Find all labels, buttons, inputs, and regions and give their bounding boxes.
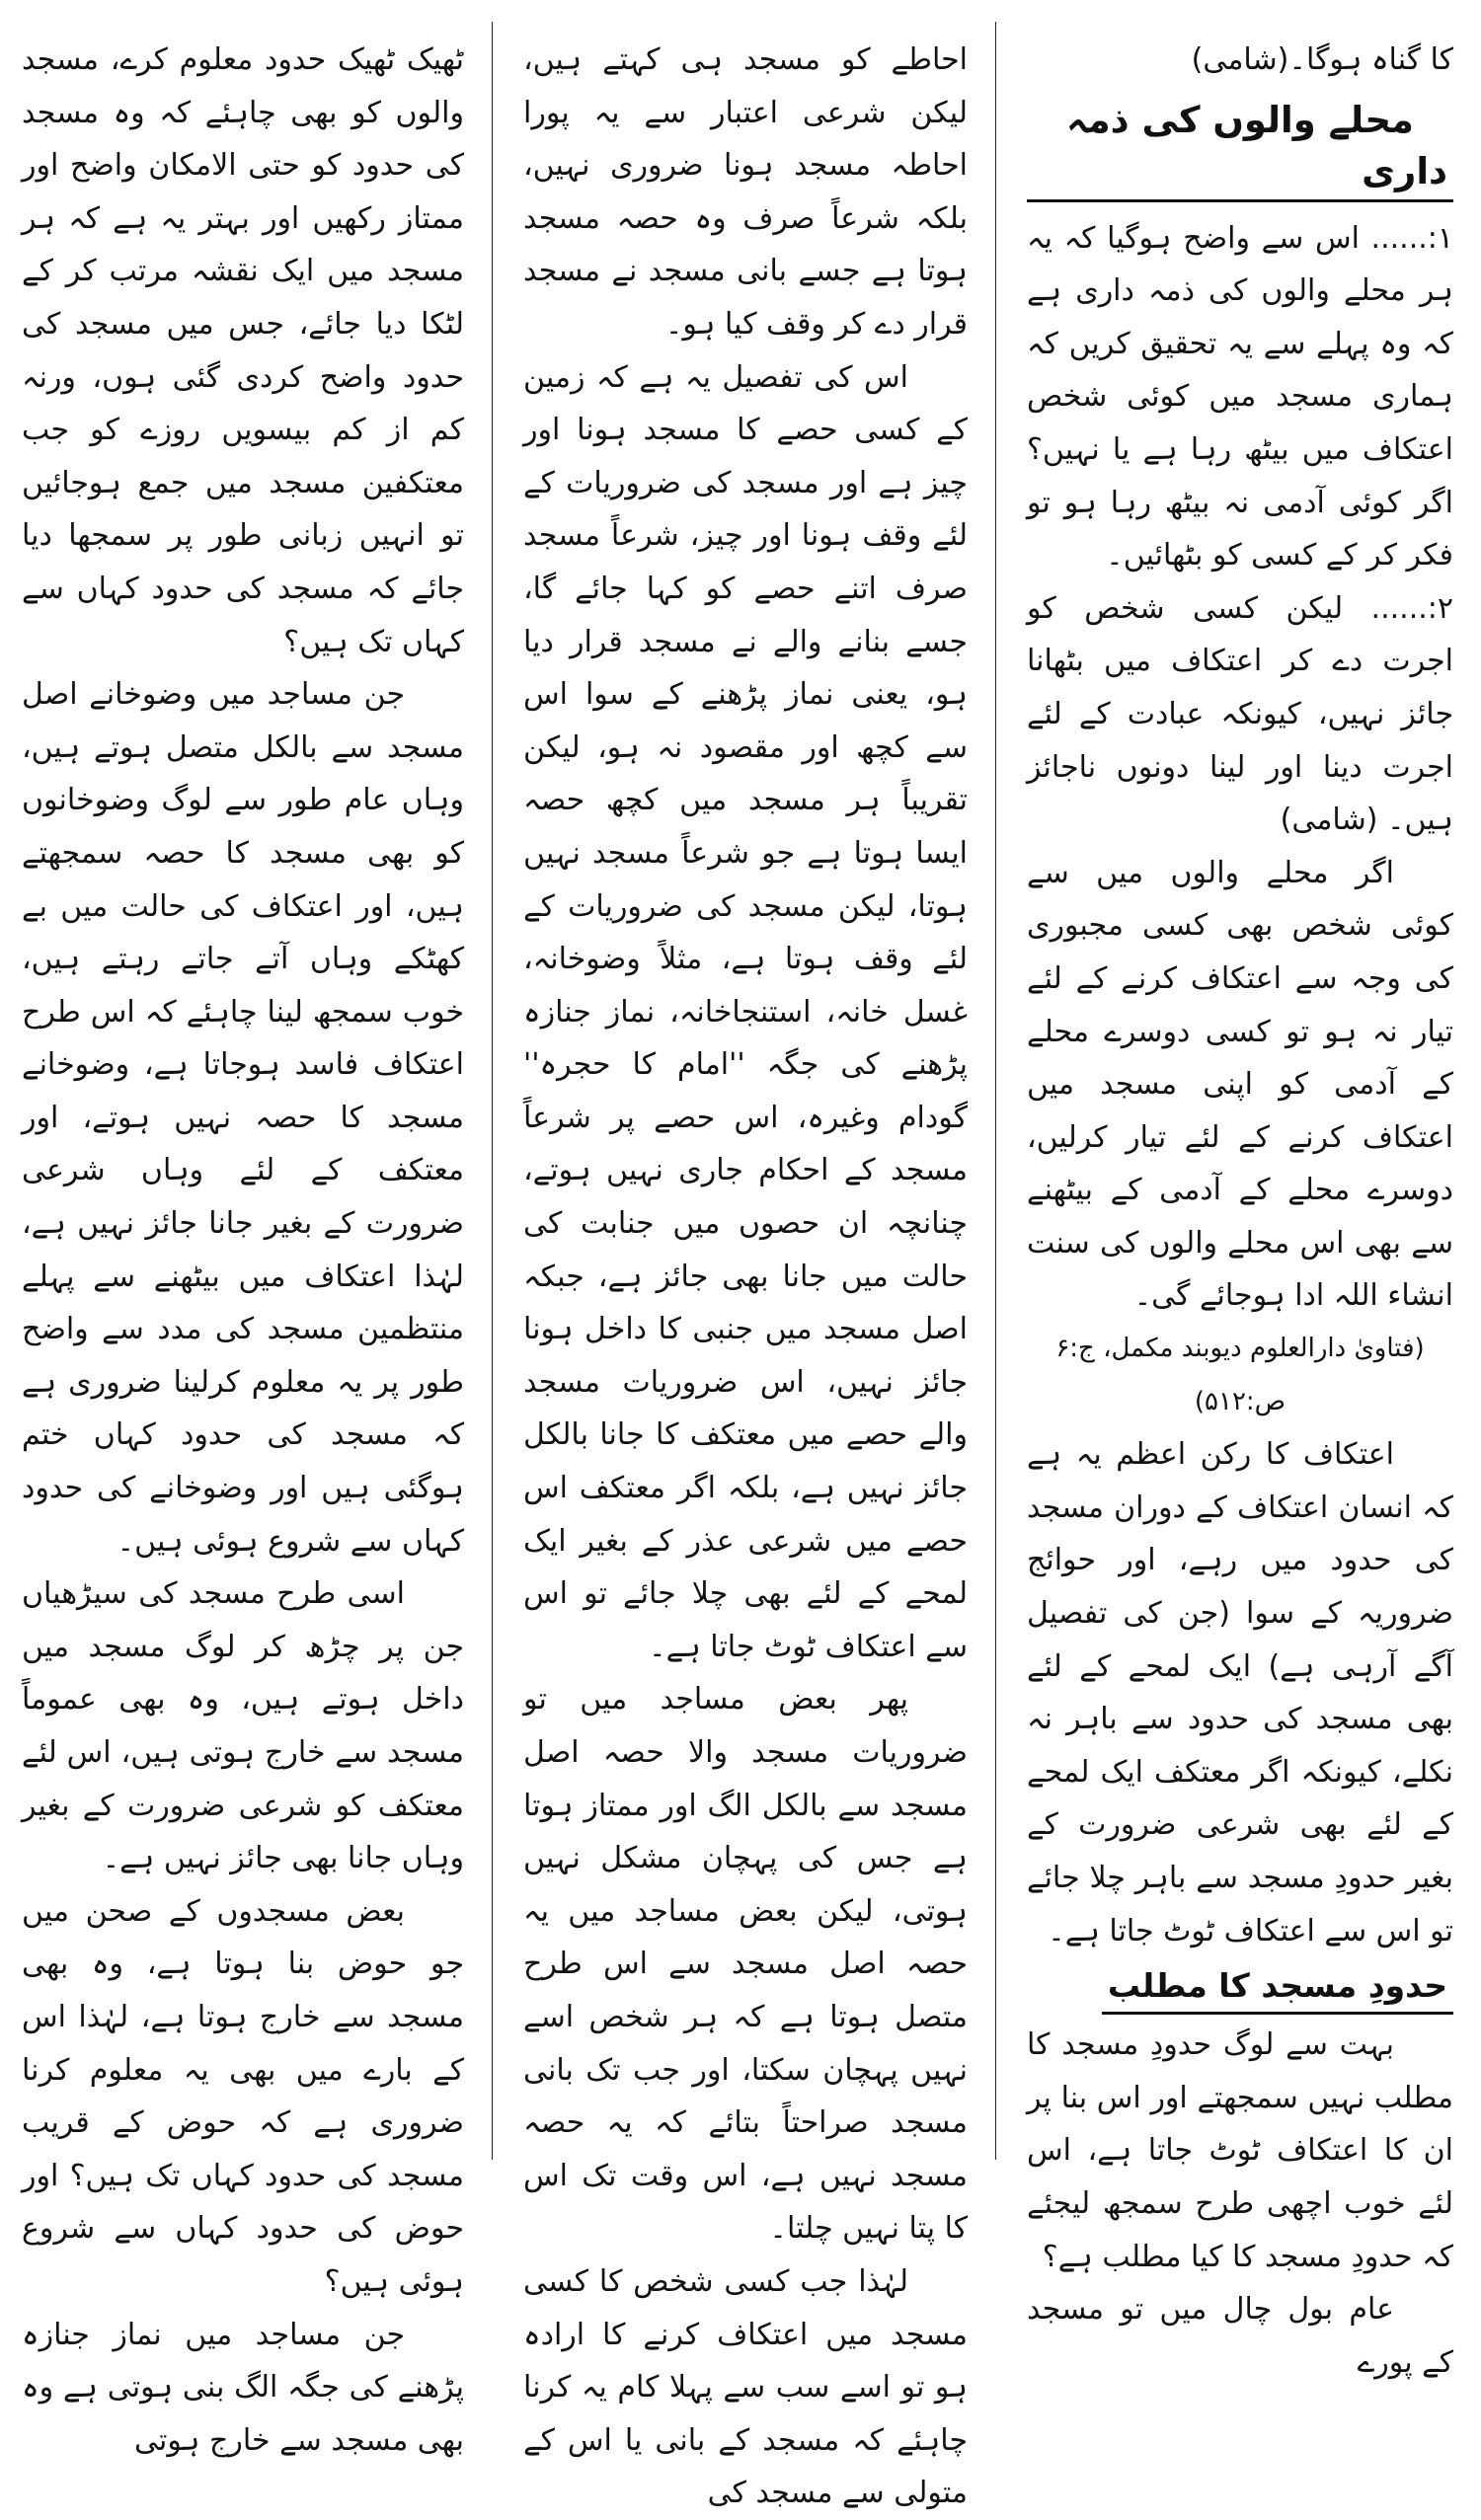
column-divider bbox=[492, 22, 493, 2160]
paragraph: اسی طرح مسجد کی سیڑھیاں جن پر چڑھ کر لوگ مسجد میں داخل ہوتے ہیں، وہ بھی عموماً مسجد سے خارج ہوتی ہیں، اس لئے معتکف کو شرعی ضرورت کے بغیر وہاں جانا بھی جائز نہیں ہے۔ bbox=[22, 1576, 464, 1876]
paragraph: ٹھیک ٹھیک حدود معلوم کرے، مسجد والوں کو بھی چاہئے کہ وہ مسجد کی حدود کو حتی الامکان واضح اور ممتاز رکھیں اور بہتر یہ ہے کہ ہر مسجد میں ایک نقشہ مرتب کر کے لٹکا دیا جائے، جس میں مسجد کی حدود واضح کردی گئی ہوں، ورنہ کم از کم بیسویں روزے کو جب معتکفین مسجد میں جمع ہوجائیں تو انہیں زبانی طور پر سمجھا دیا جائے کہ مسجد کی حدود کہاں سے کہاں تک ہیں؟ bbox=[22, 42, 464, 659]
paragraph: جن مساجد میں نماز جنازہ پڑھنے کی جگہ الگ بنی ہوتی ہے وہ بھی مسجد سے خارج ہوتی bbox=[22, 2317, 464, 2458]
paragraph: عام بول چال میں تو مسجد کے پورے bbox=[1027, 2292, 1453, 2380]
section-heading-hudood-masjid: حدودِ مسجد کا مطلب bbox=[1027, 1961, 1453, 2015]
paragraph: پھر بعض مساجد میں تو ضروریات مسجد والا حصہ اصل مسجد سے بالکل الگ اور ممتاز ہوتا ہے جس کی پہچان مشکل نہیں ہوتی، لیکن بعض مساجد میں یہ حصہ اصل مسجد سے اس طرح متصل ہوتا ہے کہ ہر شخص اسے نہیں پہچان سکتا، اور جب تک بانی مسجد صراحتاً بتائے کہ یہ حصہ مسجد نہیں ہے، اس وقت تک اس کا پتا نہیں چلتا۔ bbox=[523, 1682, 968, 2247]
left-column bbox=[22, 34, 464, 2458]
carryover-line: کا گناہ ہوگا۔(شامی) bbox=[1191, 42, 1453, 77]
paragraph: جن مساجد میں وضوخانے اصل مسجد سے بالکل متصل ہوتے ہیں، وہاں عام طور سے لوگ وضوخانوں کو بھی مسجد کا حصہ سمجھتے ہیں، اور اعتکاف کی حالت میں بے کھٹکے وہاں آتے جاتے رہتے ہیں، خوب سمجھ لینا چاہئے کہ اس طرح اعتکاف فاسد ہوجاتا ہے، وضوخانے مسجد کا حصہ نہیں ہوتے، اور معتکف کے لئے وہاں شرعی ضرورت کے بغیر جانا جائز نہیں ہے، لہٰذا اعتکاف میں بیٹھنے سے پہلے منتظمین مسجد کی مدد سے واضح طور پر یہ معلوم کرلینا ضروری ہے کہ مسجد کی حدود کہاں ختم ہوگئی ہیں اور وضوخانے کی حدود کہاں سے شروع ہوئی ہیں۔ bbox=[22, 677, 464, 1559]
paragraph: احاطے کو مسجد ہی کہتے ہیں، لیکن شرعی اعتبار سے یہ پورا احاطہ مسجد ہونا ضروری نہیں، بلکہ شرعاً صرف وہ حصہ مسجد ہوتا ہے جسے بانی مسجد نے مسجد قرار دے کر وقف کیا ہو۔ bbox=[523, 42, 968, 342]
paragraph: اگر محلے والوں میں سے کوئی شخص بھی کسی مجبوری کی وجہ سے اعتکاف کرنے کے لئے تیار نہ ہو تو کسی دوسرے محلے کے آدمی کو اپنی مسجد میں اعتکاف کرنے کے لئے تیار کرلیں، دوسرے محلے کے آدمی کے بیٹھنے سے بھی اس محلے والوں کی سنت انشاء اللہ ادا ہوجائے گی۔ bbox=[1027, 855, 1453, 1314]
section-heading-mohalle-walon: محلے والوں کی ذمہ داری bbox=[1027, 95, 1453, 202]
citation: (فتاویٰ دارالعلوم دیوبند مکمل، ج:۶ ص:۵۱۲) bbox=[1055, 1334, 1425, 1416]
middle-column bbox=[523, 34, 968, 2511]
right-column bbox=[1027, 34, 1453, 2380]
paragraph: بہت سے لوگ حدودِ مسجد کا مطلب نہیں سمجھتے اور اس بنا پر ان کا اعتکاف ٹوٹ جاتا ہے، اس لئے خوب اچھی طرح سمجھ لیجئے کہ حدودِ مسجد کا کیا مطلب ہے؟ bbox=[1027, 2027, 1453, 2274]
paragraph: لہٰذا جب کسی شخص کا کسی مسجد میں اعتکاف کرنے کا ارادہ ہو تو اسے سب سے پہلا کام یہ کرنا چاہئے کہ مسجد کے بانی یا اس کے متولی سے مسجد کی bbox=[523, 2263, 968, 2511]
paragraph: ۱:...... اس سے واضح ہوگیا کہ یہ ہر محلے والوں کی ذمہ داری ہے کہ وہ پہلے سے یہ تحقیق کریں کہ ہماری مسجد میں کوئی شخص اعتکاف میں بیٹھ رہا ہے یا نہیں؟ اگر کوئی آدمی نہ بیٹھ رہا ہو تو فکر کر کے کسی کو بٹھائیں۔ bbox=[1027, 220, 1453, 573]
paragraph: ۲:...... لیکن کسی شخص کو اجرت دے کر اعتکاف میں بٹھانا جائز نہیں، کیونکہ عبادت کے لئے اجرت دینا اور لینا دونوں ناجائز ہیں۔ (شامی) bbox=[1027, 590, 1453, 838]
column-divider bbox=[995, 22, 996, 2160]
paragraph: اس کی تفصیل یہ ہے کہ زمین کے کسی حصے کا مسجد ہونا اور چیز ہے اور مسجد کی ضروریات کے لئے وقف ہونا اور چیز، شرعاً مسجد صرف اتنے حصے کو کہا جائے گا، جسے بنانے والے نے مسجد قرار دیا ہو، یعنی نماز پڑھنے کے سوا اس سے کچھ اور مقصود نہ ہو، لیکن تقریباً ہر مسجد میں کچھ حصہ ایسا ہوتا ہے جو شرعاً مسجد نہیں ہوتا، لیکن مسجد کی ضروریات کے لئے وقف ہوتا ہے، مثلاً وضوخانہ، غسل خانہ، استنجاخانہ، نماز جنازہ پڑھنے کی جگہ ''امام کا حجرہ'' گودام وغیرہ، اس حصے پر شرعاً مسجد کے احکام جاری نہیں ہوتے، چنانچہ ان حصوں میں جنابت کی حالت میں جانا بھی جائز ہے، جبکہ اصل مسجد میں جنبی کا داخل ہونا جائز نہیں، اس ضروریات مسجد والے حصے میں معتکف کا جانا بالکل جائز نہیں ہے، بلکہ اگر معتکف اس حصے میں شرعی عذر کے بغیر ایک لمحے کے لئے بھی چلا جائے تو اس سے اعتکاف ٹوٹ جاتا ہے۔ bbox=[523, 359, 968, 1664]
paragraph: بعض مسجدوں کے صحن میں جو حوض بنا ہوتا ہے، وہ بھی مسجد سے خارج ہوتا ہے، لہٰذا اس کے بارے میں بھی یہ معلوم کرنا ضروری ہے کہ حوض کے قریب مسجد کی حدود کہاں تک ہیں؟ اور حوض کی حدود کہاں سے شروع ہوئی ہیں؟ bbox=[22, 1893, 464, 2299]
paragraph: اعتکاف کا رکن اعظم یہ ہے کہ انسان اعتکاف کے دوران مسجد کی حدود میں رہے، اور حوائج ضروریہ کے سوا (جن کی تفصیل آگے آرہی ہے) ایک لمحے کے لئے بھی مسجد کی حدود سے باہر نہ نکلے، کیونکہ اگر معتکف ایک لمحے کے لئے بھی شرعی ضرورت کے بغیر حدودِ مسجد سے باہر چلا جائے تو اس سے اعتکاف ٹوٹ جاتا ہے۔ bbox=[1027, 1437, 1453, 1948]
